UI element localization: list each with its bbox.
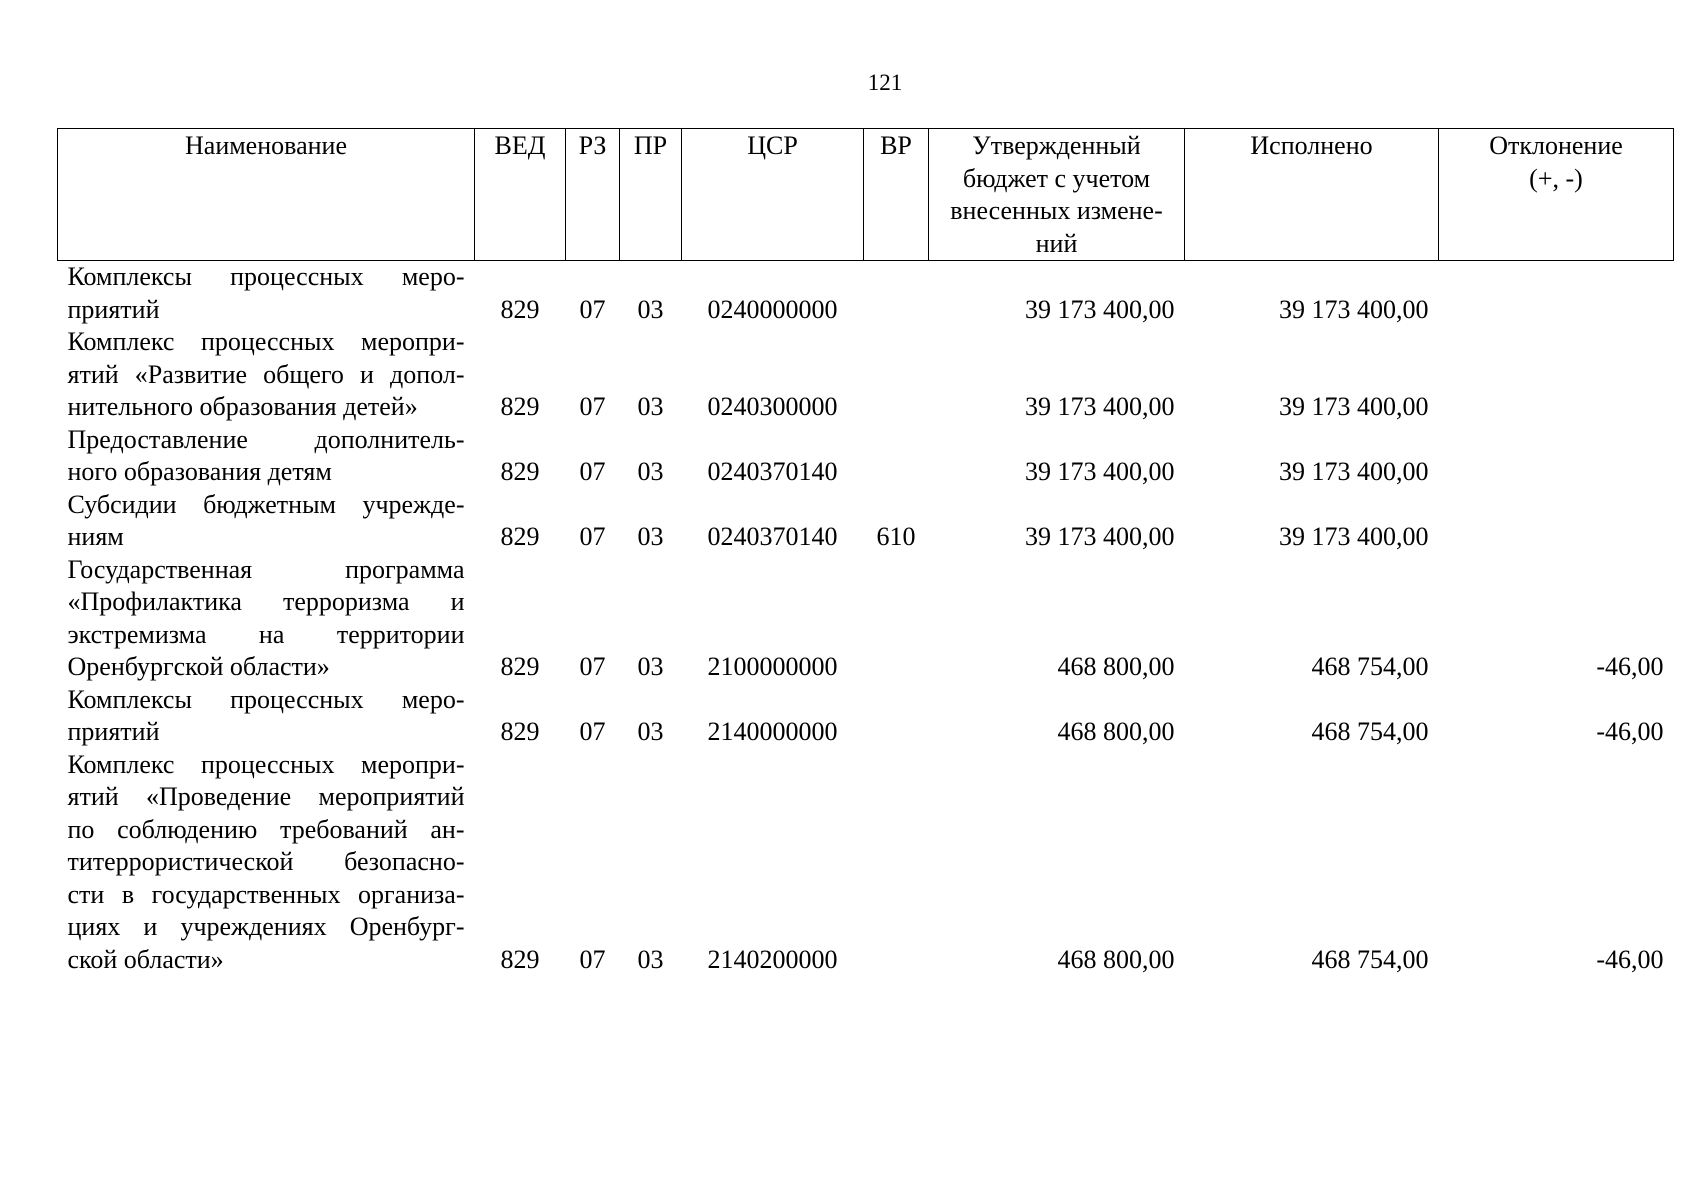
row-name-line: Комплексы процессных меро- <box>67 262 465 291</box>
row-name-line: ного образования детям <box>67 457 332 486</box>
row-executed: 39 173 400,00 <box>1279 392 1429 421</box>
header-approved-budget <box>929 129 1185 261</box>
header-approved-line: внесенных измене- <box>950 196 1163 225</box>
row-name-line: Субсидии бюджетным учрежде- <box>67 489 465 519</box>
row-approved: 39 173 400,00 <box>1025 294 1175 324</box>
row-pr: 03 <box>637 717 664 746</box>
table-row <box>58 684 1674 749</box>
row-rz: 07 <box>579 522 606 551</box>
row-deviation <box>1439 489 1674 554</box>
row-ved: 829 <box>500 392 540 421</box>
row-name <box>58 489 475 554</box>
row-pr: 03 <box>637 522 664 551</box>
header-executed: Исполнено <box>1185 129 1439 261</box>
row-rz: 07 <box>579 717 606 746</box>
row-rz: 07 <box>579 294 606 324</box>
row-approved: 39 173 400,00 <box>1025 392 1175 421</box>
row-ved: 829 <box>500 652 540 681</box>
row-approved: 468 800,00 <box>1057 652 1175 681</box>
row-ved: 829 <box>500 457 540 486</box>
row-name-line: нительного образования детей» <box>67 392 418 421</box>
row-approved: 39 173 400,00 <box>1025 522 1175 551</box>
row-pr: 03 <box>637 457 664 486</box>
row-name-line: циях и учреждениях Оренбург- <box>67 912 465 941</box>
table-row <box>58 326 1674 424</box>
row-approved: 39 173 400,00 <box>1025 457 1175 486</box>
row-name-line: Комплекс процессных меропри- <box>67 327 465 356</box>
header-pr: ПР <box>620 129 682 261</box>
header-approved-line: ний <box>1035 228 1078 258</box>
header-approved-line: бюджет с учетом <box>962 163 1151 193</box>
header-rz: РЗ <box>566 129 620 261</box>
row-name <box>58 749 475 977</box>
row-vr <box>864 684 929 749</box>
row-deviation <box>1439 261 1674 327</box>
row-pr: 03 <box>637 294 664 324</box>
row-vr <box>864 554 929 684</box>
row-deviation <box>1439 424 1674 489</box>
row-name-line: сти в государственных организа- <box>67 879 465 909</box>
header-ved: ВЕД <box>475 129 566 261</box>
row-name-line: ятий «Проведение мероприятий <box>67 782 465 811</box>
row-executed: 39 173 400,00 <box>1279 294 1429 324</box>
row-name-line: Предоставление дополнитель- <box>67 424 465 454</box>
row-executed: 468 754,00 <box>1311 944 1429 974</box>
row-rz: 07 <box>579 652 606 681</box>
row-ved: 829 <box>500 717 540 746</box>
row-csr: 2100000000 <box>707 652 838 681</box>
row-csr: 0240000000 <box>707 294 838 324</box>
row-name-line: Комплексы процессных меро- <box>67 684 465 714</box>
row-ved: 829 <box>500 522 540 551</box>
table-row <box>58 489 1674 554</box>
table-row <box>58 554 1674 684</box>
row-deviation: -46,00 <box>1596 944 1664 974</box>
row-vr <box>864 749 929 977</box>
header-deviation-line: (+, -) <box>1529 163 1583 193</box>
row-name-line: экстремизма на территории <box>67 619 465 649</box>
row-ved: 829 <box>500 944 540 974</box>
row-name-line: Государственная программа <box>67 554 465 584</box>
row-name-line: приятий <box>67 294 160 324</box>
row-csr: 2140000000 <box>707 717 838 746</box>
row-deviation: -46,00 <box>1596 652 1664 681</box>
header-deviation <box>1439 129 1674 261</box>
table-row <box>58 749 1674 977</box>
row-name <box>58 554 475 684</box>
row-pr: 03 <box>637 652 664 681</box>
row-csr: 0240370140 <box>707 522 838 551</box>
table-row <box>58 424 1674 489</box>
row-name-line: приятий <box>67 717 160 746</box>
row-name-line: ятий «Развитие общего и допол- <box>67 359 465 389</box>
row-name-line: Оренбургской области» <box>67 652 330 681</box>
row-executed: 468 754,00 <box>1311 652 1429 681</box>
row-name-line: ской области» <box>67 944 224 974</box>
row-rz: 07 <box>579 944 606 974</box>
row-deviation <box>1439 326 1674 424</box>
row-name <box>58 684 475 749</box>
row-name-line: ниям <box>67 522 124 551</box>
row-name <box>58 424 475 489</box>
row-deviation: -46,00 <box>1596 717 1664 746</box>
header-name: Наименование <box>58 129 475 261</box>
row-name <box>58 261 475 327</box>
row-vr <box>864 424 929 489</box>
row-vr <box>864 261 929 327</box>
row-ved: 829 <box>500 294 540 324</box>
header-deviation-line: Отклонение <box>1489 131 1623 160</box>
row-name <box>58 326 475 424</box>
row-name-line: «Профилактика терроризма и <box>67 587 465 616</box>
row-pr: 03 <box>637 392 664 421</box>
row-rz: 07 <box>579 392 606 421</box>
table-body <box>58 261 1674 977</box>
row-name-line: Комплекс процессных меропри- <box>67 749 465 779</box>
table-header-row <box>58 129 1674 261</box>
row-rz: 07 <box>579 457 606 486</box>
row-csr: 0240370140 <box>707 457 838 486</box>
row-pr: 03 <box>637 944 664 974</box>
row-name-line: по соблюдению требований ан- <box>67 814 465 844</box>
table-row <box>58 261 1674 327</box>
row-csr: 2140200000 <box>707 944 838 974</box>
row-approved: 468 800,00 <box>1057 717 1175 746</box>
budget-table <box>57 128 1674 976</box>
row-vr: 610 <box>876 522 916 551</box>
header-approved-line: Утвержденный <box>972 131 1141 160</box>
header-csr: ЦСР <box>682 129 864 261</box>
row-executed: 39 173 400,00 <box>1279 457 1429 486</box>
row-csr: 0240300000 <box>707 392 838 421</box>
page-number: 121 <box>867 70 903 95</box>
header-vr: ВР <box>864 129 929 261</box>
row-executed: 39 173 400,00 <box>1279 522 1429 551</box>
row-approved: 468 800,00 <box>1057 944 1175 974</box>
row-executed: 468 754,00 <box>1311 717 1429 746</box>
row-vr <box>864 326 929 424</box>
row-name-line: титеррористической безопасно- <box>67 847 465 876</box>
